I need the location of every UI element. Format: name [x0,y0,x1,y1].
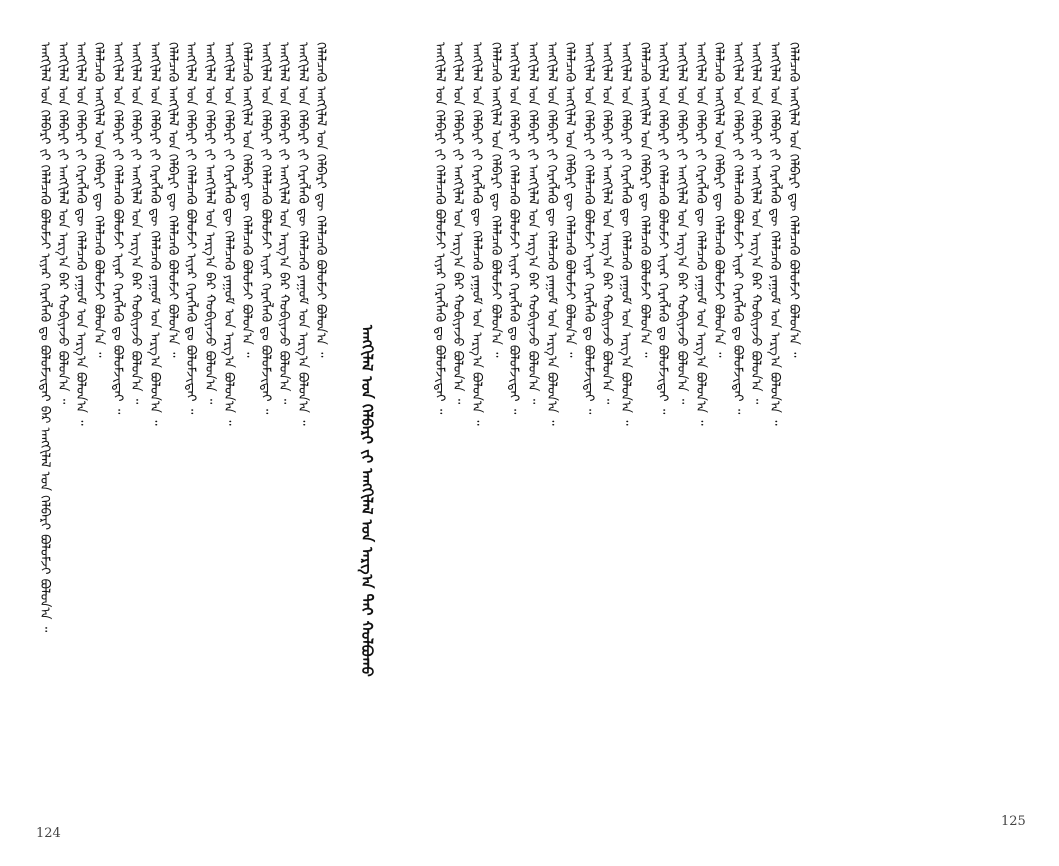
text-column: ᠠᠩᠭᠢᠯᠠᠯ ᠤᠨ ᠬᠡᠯᠪᠡᠷᠢ ᠵᠢ ᠠᠩᠭᠢᠯᠠᠯ ᠤᠨ ᠠᠷᠭ᠎ᠠ ᠪᠡᠷ ᠬᠤᠪᠢᠶᠠᠵᠤ ᠪᠣᠯᠤᠨ᠎ᠠ ᠃ [202,42,217,405]
text-column: ᠠᠩᠭᠢᠯᠠᠯ ᠤᠨ ᠬᠡᠯᠪᠡᠷᠢ ᠵᠢ ᠬᠡᠷᠡᠭᠯᠡᠬᠦ ᠳᠦ ᠬᠡᠯᠡᠯᠴᠡᠬᠦ ᠶᠠᠭᠤᠮ ᠤᠨ ᠠᠷᠭ᠎ᠠ ᠪᠤᠯᠤᠨ᠎ᠠ ᠃ [469,42,484,426]
text-column: ᠠᠩᠭᠢᠯᠠᠯ ᠤᠨ ᠬᠡᠯᠪᠡᠷᠢ ᠵᠢ ᠠᠩᠭᠢᠯᠠᠯ ᠤᠨ ᠠᠷᠭ᠎ᠠ ᠪᠡᠷ ᠬᠤᠪᠢᠶᠠᠵᠤ ᠪᠣᠯᠤᠨ᠎ᠠ ᠃ [276,42,291,405]
text-column: ᠠᠩᠭᠢᠯᠠᠯ ᠤᠨ ᠬᠡᠯᠪᠡᠷᠢ ᠵᠢ ᠬᠡᠷᠡᠭᠯᠡᠬᠦ ᠳᠦ ᠬᠡᠯᠡᠯᠴᠡᠬᠦ ᠶᠠᠭᠤᠮ ᠤᠨ ᠠᠷᠭ᠎ᠠ ᠪᠤᠯᠤᠨ᠎ᠠ ᠃ [618,42,633,426]
text-column: ᠠᠩᠭᠢᠯᠠᠯ ᠤᠨ ᠬᠡᠯᠪᠡᠷᠢ ᠵᠢ ᠠᠩᠭᠢᠯᠠᠯ ᠤᠨ ᠠᠷᠭ᠎ᠠ ᠪᠡᠷ ᠬᠤᠪᠢᠶᠠᠵᠤ ᠪᠣᠯᠤᠨ᠎ᠠ ᠃ [128,42,143,405]
text-column: ᠠᠩᠭᠢᠯᠠᠯ ᠤᠨ ᠬᠡᠯᠪᠡᠷᠢ ᠵᠢ ᠬᠡᠯᠡᠯᠴᠡᠬᠦ ᠪᠤᠯᠤᠮᠵᠢ ᠢᠶᠠᠷ ᠬᠡᠷᠡᠭᠯᠡᠬᠦ ᠳᠤ ᠪᠤᠯᠤᠮᠵᠢᠳᠠᠢ ᠃ [655,42,670,415]
text-column: ᠠᠩᠭᠢᠯᠠᠯ ᠤᠨ ᠬᠡᠯᠪᠡᠷᠢ ᠵᠢ ᠬᠡᠷᠡᠭᠯᠡᠬᠦ ᠳᠦ ᠬᠡᠯᠡᠯᠴᠡᠬᠦ ᠶᠠᠭᠤᠮ ᠤᠨ ᠠᠷᠭ᠎ᠠ ᠪᠤᠯᠤᠨ᠎ᠠ ᠃ [693,42,708,426]
text-column: ᠠᠩᠭᠢᠯᠠᠯ ᠤᠨ ᠬᠡᠯᠪᠡᠷᠢ ᠵᠢ ᠬᠡᠷᠡᠭᠯᠡᠬᠦ ᠳᠦ ᠬᠡᠯᠡᠯᠴᠡᠬᠦ ᠶᠠᠭᠤᠮ ᠤᠨ ᠠᠷᠭ᠎ᠠ ᠪᠤᠯᠤᠨ᠎ᠠ ᠃ [73,42,88,426]
text-column: ᠬᠡᠯᠡᠯᠴᠡᠬᠦ ᠠᠩᠭᠢᠯᠠᠯ ᠤᠨ ᠬᠡᠯᠪᠡᠷᠢ ᠳᠦ ᠬᠡᠯᠡᠯᠴᠡᠬᠦ ᠪᠤᠯᠤᠮᠵᠢ ᠪᠤᠯᠤᠨ᠎ᠠ ᠃ [239,42,254,358]
page-number-left: 124 [36,826,61,841]
text-column: ᠬᠡᠯᠡᠯᠴᠡᠬᠦ ᠠᠩᠭᠢᠯᠠᠯ ᠤᠨ ᠬᠡᠯᠪᠡᠷᠢ ᠳᠦ ᠬᠡᠯᠡᠯᠴᠡᠬᠦ ᠪᠤᠯᠤᠮᠵᠢ ᠪᠤᠯᠤᠨ᠎ᠠ ᠃ [91,42,106,358]
text-column: ᠠᠩᠭᠢᠯᠠᠯ ᠤᠨ ᠬᠡᠯᠪᠡᠷᠢ ᠵᠢ ᠬᠡᠯᠡᠯᠴᠡᠬᠦ ᠪᠤᠯᠤᠮᠵᠢ ᠢᠶᠠᠷ ᠬᠡᠷᠡᠭᠯᠡᠬᠦ ᠳᠤ ᠪᠤᠯᠤᠮᠵᠢᠳᠠᠢ ᠃ [581,42,596,415]
text-column: ᠠᠩᠭᠢᠯᠠᠯ ᠤᠨ ᠬᠡᠯᠪᠡᠷᠢ ᠵᠢ ᠬᠡᠯᠡᠯᠴᠡᠬᠦ ᠪᠤᠯᠤᠮᠵᠢ ᠢᠶᠠᠷ ᠬᠡᠷᠡᠭᠯᠡᠬᠦ ᠳᠤ ᠪᠤᠯᠤᠮᠵᠢᠳᠠᠢ ᠃ [258,42,273,415]
text-column: ᠠᠩᠭᠢᠯᠠᠯ ᠤᠨ ᠬᠡᠯᠪᠡᠷᠢ ᠵᠢ ᠠᠩᠭᠢᠯᠠᠯ ᠤᠨ ᠠᠷᠭ᠎ᠠ ᠪᠡᠷ ᠬᠤᠪᠢᠶᠠᠵᠤ ᠪᠣᠯᠤᠨ᠎ᠠ ᠃ [599,42,614,405]
text-column: ᠠᠩᠭᠢᠯᠠᠯ ᠤᠨ ᠬᠡᠯᠪᠡᠷᠢ ᠵᠢ ᠬᠡᠯᠡᠯᠴᠡᠬᠦ ᠪᠤᠯᠤᠮᠵᠢ ᠢᠶᠠᠷ ᠬᠡᠷᠡᠭᠯᠡᠬᠦ ᠳᠤ ᠪᠤᠯᠤᠮᠵᠢᠳᠠᠢ ᠃ [506,42,521,415]
page-number-right: 125 [1001,814,1026,829]
text-column: ᠠᠩᠭᠢᠯᠠᠯ ᠤᠨ ᠬᠡᠯᠪᠡᠷᠢ ᠵᠢ ᠬᠡᠯᠡᠯᠴᠡᠬᠦ ᠪᠤᠯᠤᠮᠵᠢ ᠢᠶᠠᠷ ᠬᠡᠷᠡᠭᠯᠡᠬᠦ ᠳᠤ ᠪᠤᠯᠤᠮᠵᠢᠳᠠᠢ ᠃ [432,42,447,415]
text-column: ᠬᠡᠯᠡᠯᠴᠡᠬᠦ ᠠᠩᠭᠢᠯᠠᠯ ᠤᠨ ᠬᠡᠯᠪᠡᠷᠢ ᠳᠦ ᠬᠡᠯᠡᠯᠴᠡᠬᠦ ᠪᠤᠯᠤᠮᠵᠢ ᠪᠤᠯᠤᠨ᠎ᠠ ᠃ [711,42,726,358]
text-column: ᠠᠩᠭᠢᠯᠠᠯ ᠤᠨ ᠬᠡᠯᠪᠡᠷᠢ ᠵᠢ ᠠᠩᠭᠢᠯᠠᠯ ᠤᠨ ᠠᠷᠭ᠎ᠠ ᠪᠡᠷ ᠬᠤᠪᠢᠶᠠᠵᠤ ᠪᠣᠯᠤᠨ᠎ᠠ ᠃ [525,42,540,405]
text-column: ᠠᠩᠭᠢᠯᠠᠯ ᠤᠨ ᠬᠡᠯᠪᠡᠷᠢ ᠵᠢ ᠬᠡᠷᠡᠭᠯᠡᠬᠦ ᠳᠦ ᠬᠡᠯᠡᠯᠴᠡᠬᠦ ᠶᠠᠭᠤᠮ ᠤᠨ ᠠᠷᠭ᠎ᠠ ᠪᠤᠯᠤᠨ᠎ᠠ ᠃ [767,42,782,426]
text-column: ᠬᠡᠯᠡᠯᠴᠡᠬᠦ ᠠᠩᠭᠢᠯᠠᠯ ᠤᠨ ᠬᠡᠯᠪᠡᠷᠢ ᠳᠦ ᠬᠡᠯᠡᠯᠴᠡᠬᠦ ᠪᠤᠯᠤᠮᠵᠢ ᠪᠤᠯᠤᠨ᠎ᠠ ᠃ [313,42,328,358]
section-heading: ᠠᠩᠭᠢᠯᠠᠯ ᠤᠨ ᠬᠡᠯᠪᠡᠷᠢ ᠵᠢ ᠠᠩᠭᠢᠯᠠᠯ ᠤᠨ ᠠᠷᠭ᠎ᠠ ᠲᠠᠢ ᠬᠤᠯᠪᠤᠬᠤ [358,325,376,677]
text-column: ᠬᠡᠯᠡᠯᠴᠡᠬᠦ ᠠᠩᠭᠢᠯᠠᠯ ᠤᠨ ᠬᠡᠯᠪᠡᠷᠢ ᠳᠦ ᠬᠡᠯᠡᠯᠴᠡᠬᠦ ᠪᠤᠯᠤᠮᠵᠢ ᠪᠤᠯᠤᠨ᠎ᠠ ᠃ [637,42,652,358]
text-column: ᠠᠩᠭᠢᠯᠠᠯ ᠤᠨ ᠬᠡᠯᠪᠡᠷᠢ ᠵᠢ ᠠᠩᠭᠢᠯᠠᠯ ᠤᠨ ᠠᠷᠭ᠎ᠠ ᠪᠡᠷ ᠬᠤᠪᠢᠶᠠᠵᠤ ᠪᠣᠯᠤᠨ᠎ᠠ ᠃ [748,42,763,405]
text-column: ᠬᠡᠯᠡᠯᠴᠡᠬᠦ ᠠᠩᠭᠢᠯᠠᠯ ᠤᠨ ᠬᠡᠯᠪᠡᠷᠢ ᠳᠦ ᠬᠡᠯᠡᠯᠴᠡᠬᠦ ᠪᠤᠯᠤᠮᠵᠢ ᠪᠤᠯᠤᠨ᠎ᠠ ᠃ [165,42,180,358]
text-column: ᠠᠩᠭᠢᠯᠠᠯ ᠤᠨ ᠬᠡᠯᠪᠡᠷᠢ ᠵᠢ ᠬᠡᠯᠡᠯᠴᠡᠬᠦ ᠪᠤᠯᠤᠮᠵᠢ ᠢᠶᠠᠷ ᠬᠡᠷᠡᠭᠯᠡᠬᠦ ᠳᠤ ᠪᠤᠯᠤᠮᠵᠢᠳᠠᠢ ᠃ [730,42,745,415]
text-column: ᠬᠡᠯᠡᠯᠴᠡᠬᠦ ᠠᠩᠭᠢᠯᠠᠯ ᠤᠨ ᠬᠡᠯᠪᠡᠷᠢ ᠳᠦ ᠬᠡᠯᠡᠯᠴᠡᠬᠦ ᠪᠤᠯᠤᠮᠵᠢ ᠪᠤᠯᠤᠨ᠎ᠠ ᠃ [786,42,801,358]
text-column: ᠠᠩᠭᠢᠯᠠᠯ ᠤᠨ ᠬᠡᠯᠪᠡᠷᠢ ᠵᠢ ᠠᠩᠭᠢᠯᠠᠯ ᠤᠨ ᠠᠷᠭ᠎ᠠ ᠪᠡᠷ ᠬᠤᠪᠢᠶᠠᠵᠤ ᠪᠣᠯᠤᠨ᠎ᠠ ᠃ [450,42,465,405]
text-column: ᠠᠩᠭᠢᠯᠠᠯ ᠤᠨ ᠬᠡᠯᠪᠡᠷᠢ ᠵᠢ ᠬᠡᠷᠡᠭᠯᠡᠬᠦ ᠳᠦ ᠬᠡᠯᠡᠯᠴᠡᠬᠦ ᠶᠠᠭᠤᠮ ᠤᠨ ᠠᠷᠭ᠎ᠠ ᠪᠤᠯᠤᠨ᠎ᠠ ᠃ [544,42,559,426]
text-column: ᠠᠩᠭᠢᠯᠠᠯ ᠤᠨ ᠬᠡᠯᠪᠡᠷᠢ ᠵᠢ ᠬᠡᠷᠡᠭᠯᠡᠬᠦ ᠳᠦ ᠬᠡᠯᠡᠯᠴᠡᠬᠦ ᠶᠠᠭᠤᠮ ᠤᠨ ᠠᠷᠭ᠎ᠠ ᠪᠤᠯᠤᠨ᠎ᠠ ᠃ [221,42,236,426]
text-column: ᠬᠡᠯᠡᠯᠴᠡᠬᠦ ᠠᠩᠭᠢᠯᠠᠯ ᠤᠨ ᠬᠡᠯᠪᠡᠷᠢ ᠳᠦ ᠬᠡᠯᠡᠯᠴᠡᠬᠦ ᠪᠤᠯᠤᠮᠵᠢ ᠪᠤᠯᠤᠨ᠎ᠠ ᠃ [488,42,503,358]
text-column: ᠠᠩᠭᠢᠯᠠᠯ ᠤᠨ ᠬᠡᠯᠪᠡᠷᠢ ᠵᠢ ᠬᠡᠷᠡᠭᠯᠡᠬᠦ ᠳᠦ ᠬᠡᠯᠡᠯᠴᠡᠬᠦ ᠶᠠᠭᠤᠮ ᠤᠨ ᠠᠷᠭ᠎ᠠ ᠪᠤᠯᠤᠨ᠎ᠠ ᠃ [147,42,162,426]
text-column: ᠬᠡᠯᠡᠯᠴᠡᠬᠦ ᠠᠩᠭᠢᠯᠠᠯ ᠤᠨ ᠬᠡᠯᠪᠡᠷᠢ ᠳᠦ ᠬᠡᠯᠡᠯᠴᠡᠬᠦ ᠪᠤᠯᠤᠮᠵᠢ ᠪᠤᠯᠤᠨ᠎ᠠ ᠃ [562,42,577,358]
text-column: ᠠᠩᠭᠢᠯᠠᠯ ᠤᠨ ᠬᠡᠯᠪᠡᠷᠢ ᠵᠢ ᠬᠡᠯᠡᠯᠴᠡᠬᠦ ᠪᠤᠯᠤᠮᠵᠢ ᠢᠶᠠᠷ ᠬᠡᠷᠡᠭᠯᠡᠬᠦ ᠳᠤ ᠪᠤᠯᠤᠮᠵᠢᠳᠠᠢ ᠃ [110,42,125,415]
text-column: ᠠᠩᠭᠢᠯᠠᠯ ᠤᠨ ᠬᠡᠯᠪᠡᠷᠢ ᠵᠢ ᠠᠩᠭᠢᠯᠠᠯ ᠤᠨ ᠠᠷᠭ᠎ᠠ ᠪᠡᠷ ᠬᠤᠪᠢᠶᠠᠵᠤ ᠪᠣᠯᠤᠨ᠎ᠠ ᠃ [55,42,70,405]
text-column: ᠠᠩᠭᠢᠯᠠᠯ ᠤᠨ ᠬᠡᠯᠪᠡᠷᠢ ᠵᠢ ᠠᠩᠭᠢᠯᠠᠯ ᠤᠨ ᠠᠷᠭ᠎ᠠ ᠪᠡᠷ ᠬᠤᠪᠢᠶᠠᠵᠤ ᠪᠣᠯᠤᠨ᠎ᠠ ᠃ [674,42,689,405]
text-column: ᠠᠩᠭᠢᠯᠠᠯ ᠤᠨ ᠬᠡᠯᠪᠡᠷᠢ ᠵᠢ ᠬᠡᠯᠡᠯᠴᠡᠬᠦ ᠪᠤᠯᠤᠮᠵᠢ ᠢᠶᠠᠷ ᠬᠡᠷᠡᠭᠯᠡᠬᠦ ᠳᠤ ᠪᠤᠯᠤᠮᠵᠢᠳᠠᠢ ᠪᠡᠷ ᠠᠩᠭᠢᠯᠠᠯ ᠤᠨ ᠬᠡᠯᠪᠡᠷᠢ ᠪᠤᠯᠤᠮᠵᠢ ᠪᠤᠯᠤᠨ᠎ᠠ ᠃ [37,42,52,633]
text-column: ᠠᠩᠭᠢᠯᠠᠯ ᠤᠨ ᠬᠡᠯᠪᠡᠷᠢ ᠵᠢ ᠬᠡᠯᠡᠯᠴᠡᠬᠦ ᠪᠤᠯᠤᠮᠵᠢ ᠢᠶᠠᠷ ᠬᠡᠷᠡᠭᠯᠡᠬᠦ ᠳᠤ ᠪᠤᠯᠤᠮᠵᠢᠳᠠᠢ ᠃ [183,42,198,415]
text-column: ᠠᠩᠭᠢᠯᠠᠯ ᠤᠨ ᠬᠡᠯᠪᠡᠷᠢ ᠵᠢ ᠬᠡᠷᠡᠭᠯᠡᠬᠦ ᠳᠦ ᠬᠡᠯᠡᠯᠴᠡᠬᠦ ᠶᠠᠭᠤᠮ ᠤᠨ ᠠᠷᠭ᠎ᠠ ᠪᠤᠯᠤᠨ᠎ᠠ ᠃ [295,42,310,426]
